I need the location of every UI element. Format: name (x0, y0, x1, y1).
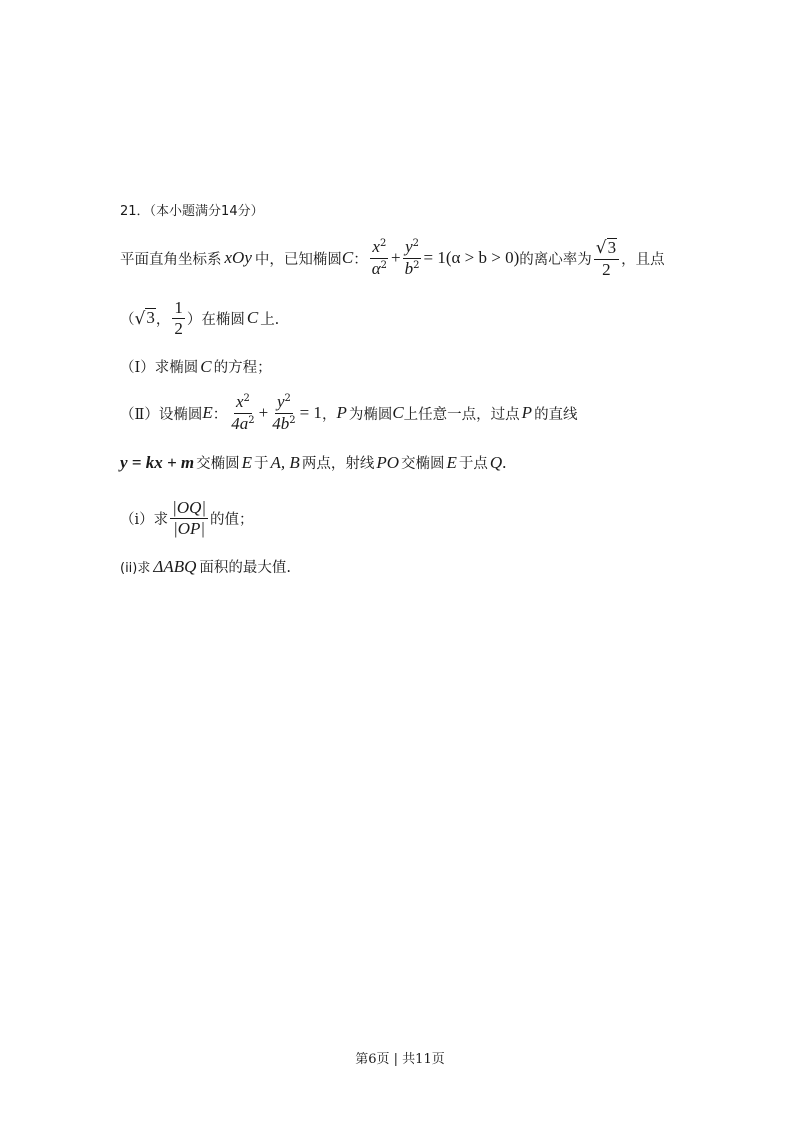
point-open: （ (120, 311, 135, 328)
f1-den: 4a (231, 413, 249, 433)
ellipse-e-2: E (446, 452, 457, 472)
point-ellipse-name: C (246, 308, 259, 327)
f2-num: y (276, 392, 285, 412)
part-two-text-1: ， (321, 406, 337, 423)
line-eq-text-4: 交椭圆 (401, 456, 445, 472)
point-text-2: 上. (260, 311, 280, 328)
frac2-den: b (404, 258, 414, 278)
ray-po: PO (376, 452, 399, 472)
point-comma: ， (155, 311, 171, 328)
subq1-den: |OP| (173, 518, 206, 538)
exp: 2 (284, 393, 291, 405)
line-eq-formula: y = kx + m (120, 452, 195, 472)
sqrt-3: √ 3 (595, 237, 617, 259)
part-one-label: （Ⅰ）求椭圆 (120, 360, 199, 376)
plus-sign: + (258, 403, 269, 422)
exp: 2 (413, 259, 420, 271)
part-two-ellipse-e: E (202, 403, 213, 422)
part-two-text-4: 的直线 (534, 406, 578, 423)
fraction-y2-over-b2 (403, 238, 422, 277)
problem-intro (120, 238, 665, 278)
point-frac-den: 2 (174, 318, 183, 338)
intro-text-4: ，且点 (621, 251, 665, 268)
ellipse-c-name: C (341, 248, 354, 267)
point-q: Q (489, 452, 503, 472)
fraction-x2-over-4a2 (229, 393, 256, 432)
part-two-label: （Ⅱ）设椭圆 (120, 406, 203, 423)
intro-text-1: 平面直角坐标系 (120, 251, 222, 268)
triangle-abq: ΔABQ (153, 556, 197, 576)
part-two-text-3: 上任意一点，过点 (403, 406, 520, 423)
point-p-2: P (521, 403, 533, 422)
line-eq-text-1: 交椭圆 (196, 456, 240, 472)
point-close: ） (186, 311, 202, 328)
fraction-one-half (172, 299, 185, 338)
exp: 2 (243, 393, 250, 405)
line-eq-text-3: 两点，射线 (301, 456, 375, 472)
exp: 2 (248, 414, 255, 426)
point-frac-num: 1 (174, 297, 183, 317)
sub-question-2 (120, 556, 291, 577)
part-one-tail: 的方程； (213, 360, 272, 376)
part-one-ellipse: C (200, 356, 212, 376)
subq1-label: （i）求 (120, 511, 169, 528)
line-eq-period: . (502, 452, 507, 472)
subq2-label: (ii)求 (120, 561, 151, 576)
page-footer: 第6页 | 共11页 (355, 1052, 445, 1067)
subq1-num: |OQ| (172, 497, 207, 517)
point-p: P (336, 403, 347, 422)
line-eq-text-2: 于 (254, 456, 269, 472)
points-ab: A, B (270, 452, 300, 472)
eccentricity-fraction (594, 238, 619, 279)
ecc-denominator: 2 (602, 259, 611, 279)
f2-den: 4b (272, 413, 290, 433)
point-text-1: 在椭圆 (201, 311, 245, 328)
exp: 2 (380, 259, 388, 271)
line-eq-text-5: 于点 (458, 456, 488, 472)
ecc-radicand: 3 (607, 237, 617, 257)
fraction-x2-over-a2 (370, 238, 389, 277)
point-statement (120, 298, 279, 338)
fraction-oq-over-op (170, 499, 208, 538)
exp: 2 (379, 238, 387, 250)
part-two-colon: ： (212, 406, 228, 423)
frac2-num: y (405, 237, 413, 257)
sub-question-1 (120, 496, 254, 540)
intro-colon: ： (353, 251, 368, 268)
ellipse-c: C (392, 403, 404, 422)
plus-sign: + (391, 248, 401, 267)
intro-text-2: 中，已知椭圆 (254, 251, 342, 268)
sqrt-3: √ 3 (134, 308, 155, 329)
part-two (120, 390, 578, 436)
equation-rest: = 1(α > b > 0) (423, 248, 520, 267)
equals-one: = 1 (299, 403, 322, 422)
intro-text-3: 的离心率为 (519, 251, 592, 268)
exp: 2 (289, 414, 296, 426)
part-two-text-2: 为椭圆 (348, 406, 393, 423)
problem-number-text: 21．（本小题满分14分） (120, 204, 264, 219)
point-radicand: 3 (146, 308, 155, 328)
coord-system: xOy (224, 248, 252, 267)
f1-num: x (235, 392, 244, 412)
frac1-den: α (371, 258, 381, 278)
ellipse-e: E (241, 452, 253, 472)
line-equation (120, 452, 506, 473)
frac1-num: x (372, 237, 380, 257)
subq1-tail: 的值； (210, 511, 254, 528)
problem-number (120, 200, 264, 219)
exp: 2 (412, 238, 420, 250)
fraction-y2-over-4b2 (270, 393, 297, 432)
part-one (120, 356, 272, 377)
subq2-tail: 面积的最大值. (199, 560, 292, 576)
